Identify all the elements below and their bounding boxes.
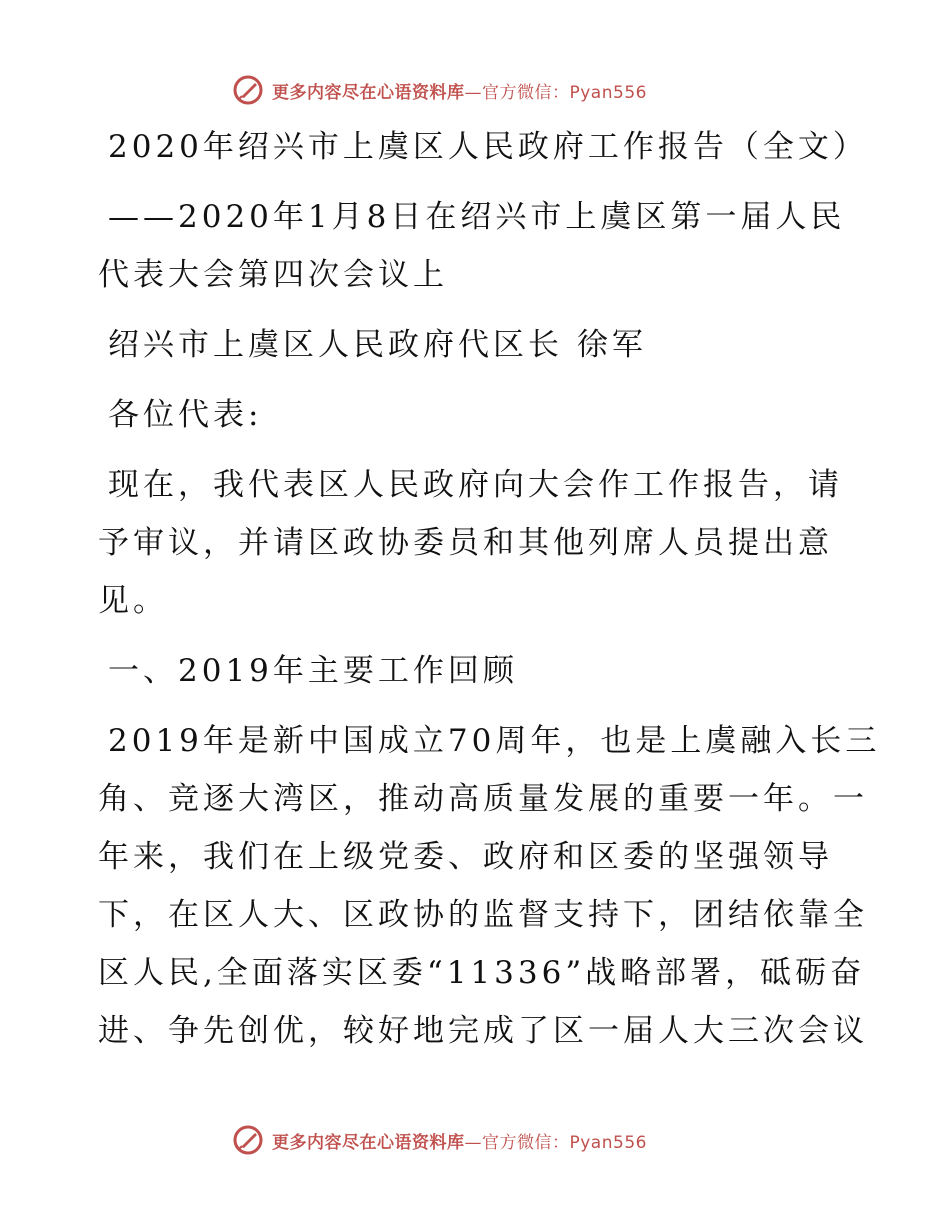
watermark-text: 更多内容尽在心语资料库—官方微信：Pyan556 (272, 1132, 647, 1153)
paragraph-line: 年来，我们在上级党委、政府和区委的坚强领导 (98, 839, 833, 875)
paragraph-line: 区人民,全面落实区委“11336”战略部署，砥砺奋 (98, 955, 866, 991)
subtitle-line: 代表大会第四次会议上 (98, 257, 448, 293)
subtitle-line: ——2020年1月8日在绍兴市上虞区第一届人民 (108, 199, 846, 235)
quill-circle-icon (232, 74, 264, 106)
quill-circle-icon (232, 1124, 264, 1156)
paragraph-line: 2019年是新中国成立70周年，也是上虞融入长三 (108, 723, 881, 759)
paragraph-line: 予审议，并请区政协委员和其他列席人员提出意 (98, 525, 833, 561)
salutation: 各位代表: (108, 397, 263, 433)
header-watermark (232, 72, 752, 108)
watermark-text: 更多内容尽在心语资料库—官方微信：Pyan556 (272, 82, 647, 103)
document-body (98, 118, 881, 1060)
paragraph-line: 角、竞逐大湾区，推动高质量发展的重要一年。一 (98, 781, 868, 817)
section-heading: 一、2019年主要工作回顾 (108, 653, 518, 689)
paragraph-line: 下，在区人大、区政协的监督支持下，团结依靠全 (98, 897, 868, 933)
document-title: 2020年绍兴市上虞区人民政府工作报告（全文） (108, 129, 868, 165)
paragraph-line: 现在，我代表区人民政府向大会作工作报告，请 (108, 467, 843, 503)
author-line: 绍兴市上虞区人民政府代区长 徐军 (108, 327, 647, 363)
footer-watermark (232, 1122, 752, 1158)
paragraph-line: 进、争先创优，较好地完成了区一届人大三次会议 (98, 1013, 868, 1049)
paragraph-line: 见。 (98, 583, 168, 619)
